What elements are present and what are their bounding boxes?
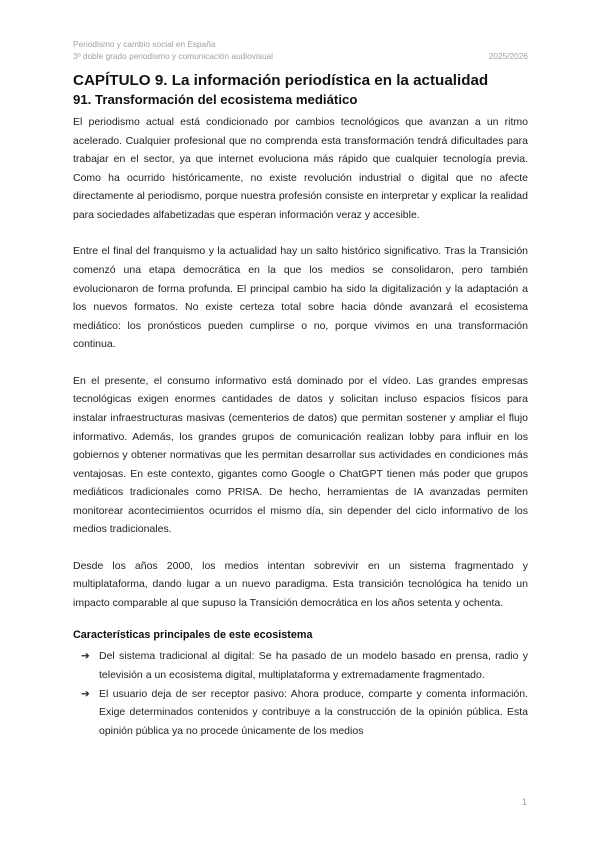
- paragraph: El periodismo actual está condicionado por cambios tecnológicos que avanzan a un ritmo acelerado. Cualquier profesional que no comprenda esta transformación tendrá dificultades para trabajar en el sector, ya que internet evoluciona más rápido que cualquier tecnología previa. Como ha ocurrido históricamente, no existe revolución industrial o digital que no afecte directamente al periodismo, porque nuestra profesión consiste en interpretar y explicar la realidad para sociedades alfabetizadas que esperan información veraz y accesible.: [73, 116, 528, 221]
- bullet-list: [73, 647, 528, 740]
- academic-year: 2025/2026: [488, 51, 528, 61]
- document-body: [73, 71, 528, 740]
- page-header: [73, 38, 528, 62]
- list-item-text: El usuario deja de ser receptor pasivo: Ahora produce, comparte y comenta información. Exige determinados contenidos y contribuye a la construcción de la opinión pública. Esta opinión pública ya no procede únicamente de los medios: [99, 687, 528, 737]
- arrow-icon: ➔: [81, 687, 90, 700]
- paragraph: Desde los años 2000, los medios intentan sobrevivir en un sistema fragmentado y multiplataforma, dando lugar a un nuevo paradigma. Esta transición tecnológica ha tenido un impacto comparable al que supuso la Transición democrática en los años setenta y ochenta.: [73, 559, 528, 610]
- paragraph: Entre el final del franquismo y la actualidad hay un salto histórico significativo. Tras la Transición comenzó una etapa democrática en la que los medios se consolidaron, pero también evolucionaron de forma profunda. El principal cambio ha sido la digitalización y la adaptación a los nuevos formatos. No existe certeza total sobre hacia dónde avanzará el ecosistema mediático: los pronósticos pueden cumplirse o no, porque vivimos en una transformación continua.: [73, 245, 528, 351]
- arrow-icon: ➔: [81, 650, 90, 663]
- list-item: [81, 685, 528, 741]
- list-item: [81, 647, 528, 684]
- chapter-title: CAPÍTULO 9. La información periodística en la actualidad: [73, 72, 489, 89]
- degree-label: 3º doble grado periodismo y comunicación audiovisual: [73, 51, 273, 61]
- page-number: 1: [521, 797, 527, 807]
- paragraph: En el presente, el consumo informativo está dominado por el vídeo. Las grandes empresas tecnológicas exigen enormes cantidades de datos y solicitan incluso espacios físicos para instalar infraestructuras masivas (cementerios de datos) que permitan sostener y ampliar el flujo informativo. Además, los grandes grupos de comunicación realizan lobby para influir en los gobiernos y obtener normativas que les permitan desarrollar sus actividades en condiciones más ventajosas. En este contexto, gigantes como Google o ChatGPT tienen más poder que grupos mediáticos tradicionales como PRISA. De hecho, herramientas de IA avanzadas permiten monitorear acontecimientos ocurridos el mismo día, sin depender del ciclo informativo de los medios tradicionales.: [73, 374, 528, 536]
- section-title: 91. Transformación del ecosistema mediático: [73, 92, 358, 107]
- subheading: Características principales de este ecosistema: [73, 629, 313, 642]
- list-item-text: Del sistema tradicional al digital: Se ha pasado de un modelo basado en prensa, radio y televisión a un ecosistema digital, multiplataforma y extremadamente fragmentado.: [99, 650, 528, 682]
- course-title: Periodismo y cambio social en España: [73, 39, 216, 49]
